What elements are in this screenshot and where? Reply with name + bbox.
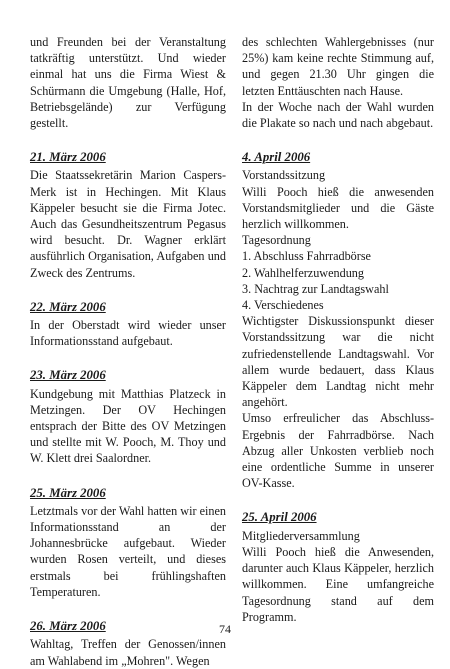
- agenda-item: 1. Abschluss Fahrradbörse: [242, 249, 371, 264]
- entry-22-march: [30, 299, 226, 350]
- entry-heading: 25. März 2006: [30, 485, 106, 500]
- entry-subtitle: Vorstandssitzung: [242, 168, 326, 183]
- left-column: [30, 34, 226, 669]
- entry-text: Willi Pooch hieß die Anwesenden, darunter auch Klaus Käppeler, herzlich willkommen. Eine umfangreiche Tagesordnung stand auf dem Programm.: [242, 544, 434, 624]
- entry-heading: 22. März 2006: [30, 299, 106, 314]
- entry-4-april: [242, 149, 434, 491]
- entry-21-march: [30, 149, 226, 281]
- entry-25-april: [242, 509, 434, 624]
- entry-text: In der Oberstadt wird wieder unser Informationsstand aufgebaut.: [30, 318, 226, 349]
- right-column: [242, 34, 434, 625]
- entry-heading: 23. März 2006: [30, 368, 106, 383]
- entry-subtitle: Mitgliederversammlung: [242, 528, 360, 543]
- page-number: 74: [219, 622, 231, 636]
- intro-paragraph: und Freunden bei der Veranstaltung tatkräftig unterstützt. Und wieder einmal hat uns die Firma Wiest & Schürmann die Umgebung (Halle, Hof, Betriebsgelände) zur Verfügung gestellt.: [30, 35, 226, 131]
- entry-text: Wahltag, Treffen der Genossen/innen am Wahlabend im „Mohren". Wegen: [30, 637, 226, 668]
- entry-heading: 21. März 2006: [30, 150, 106, 165]
- entry-23-march: [30, 367, 226, 466]
- agenda-item: 2. Wahlhelferzuwendung: [242, 265, 364, 280]
- posters-paragraph: In der Woche nach der Wahl wurden die Plakate so nach und nach abgebaut.: [242, 99, 434, 131]
- entry-text: Kundgebung mit Matthias Platzeck in Metzingen. Der OV Hechingen entsprach der Bitte des OV Metzingen und stellte mit W. Pooch, M. Thoy und W. Klett drei Saalordner.: [30, 386, 226, 466]
- agenda-item: 3. Nachtrag zur Landtagswahl: [242, 281, 389, 296]
- entry-25-march: [30, 485, 226, 600]
- entry-heading: 25. April 2006: [242, 510, 317, 525]
- entry-text: Umso erfreulicher das Abschluss-Ergebnis der Fahrradbörse. Nach Abzug aller Unkosten verblieb noch eine ordentliche Summe in unserer OV-Kasse.: [242, 411, 434, 491]
- entry-heading: 4. April 2006: [242, 150, 311, 165]
- continued-paragraph: des schlechten Wahlergebnisses (nur 25%) kam keine rechte Stimmung auf, und gegen 21.30 Uhr gingen die letzten Enttäuschten nach Hause.: [242, 35, 434, 98]
- entry-intro: Willi Pooch hieß die anwesenden Vorstandsmitglieder und die Gäste herzlich willkommen.: [242, 184, 434, 232]
- entry-text: Wichtigster Diskussionspunkt dieser Vorstandssitzung war die nicht zufriedenstellende Landtagswahl. Vor allem wurde bedauert, dass Klaus Käppeler dem Landtag nicht mehr angehört.: [242, 314, 434, 410]
- agenda-item: 4. Verschiedenes: [242, 298, 324, 313]
- entry-text: Die Staatssekretärin Marion Caspers-Merk ist in Hechingen. Mit Klaus Käppeler besucht sie die Firma Jotec. Auch das Gesundheitszentrum Pegasus wird besucht. Dr. Wagner erklärt ausführlich Organisation, Aufgaben und Zweck des Zentrums.: [30, 168, 226, 280]
- entry-heading: 26. März 2006: [30, 619, 106, 634]
- agenda-title: Tagesordnung: [242, 233, 311, 248]
- entry-text: Letztmals vor der Wahl hatten wir einen Informationsstand an der Johannesbrücke aufgebaut. Wieder wurden Rosen verteilt, und dieses erstmals bei frühlingshaften Temperaturen.: [30, 503, 226, 599]
